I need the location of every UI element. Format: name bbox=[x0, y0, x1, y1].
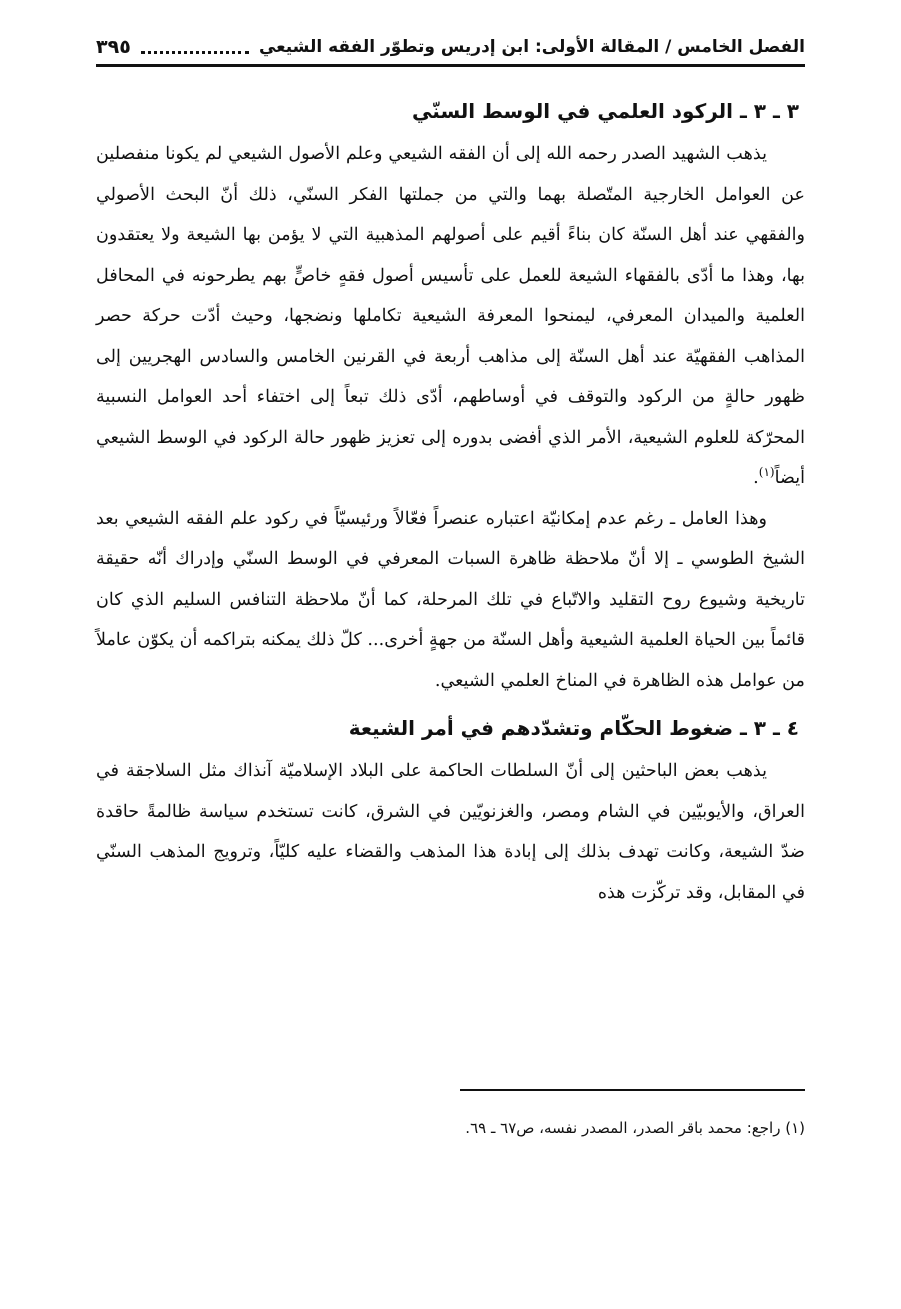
paragraph: وهذا العامل ـ رغم عدم إمكانيّة اعتباره عنصراً فعّالاً ورئيسيّاً في ركود علم الفقه الشيعي بعد الشيخ الطوسي ـ إلا أنّ ملاحظة ظاهرة السبات المعرفي في الوسط السنّي وإدراك أنّه حقيقة تاريخية وشيوع روح التقليد والاتّباع في تلك المرحلة، كما أنّ ملاحظة التنافس السليم الذي كان قائماً بين الحياة العلمية الشيعية وأهل السنّة من جهةٍ أخرى... كلّ ذلك يمكنه بتراكمه أن يكوّن عاملاً من عوامل هذه الظاهرة في المناخ العلمي الشيعي. bbox=[96, 508, 805, 691]
paragraph: يذهب بعض الباحثين إلى أنّ السلطات الحاكمة على البلاد الإسلاميّة آنذاك مثل السلاجقة في العراق، والأيوبيّين في الشام ومصر، والغزنويّين في الشرق، كانت تستخدم سياسة ظالمةً حاقدة ضدّ الشيعة، وكانت تهدف بذلك إلى إبادة هذا المذهب والقضاء عليه كليّاً، وترويج المذهب السنّي في المقابل، وقد تركّزت هذه bbox=[96, 761, 805, 903]
section-heading-stagnation: ٣ ـ ٣ ـ الركود العلمي في الوسط السنّي bbox=[412, 99, 799, 123]
footnote: (١) راجع: محمد باقر الصدر، المصدر نفسه، ص٦٧ ـ ٦٩. bbox=[465, 1119, 805, 1137]
running-header bbox=[96, 30, 805, 64]
leader-dots bbox=[141, 41, 249, 54]
running-title: الفصل الخامس / المقالة الأولى: ابن إدريس وتطوّر الفقه الشيعي bbox=[258, 37, 805, 57]
paragraph: يذهب الشهيد الصدر رحمه الله إلى أن الفقه الشيعي وعلم الأصول الشيعي لم يكونا منفصلين عن العوامل الخارجية المتّصلة بهما والتي من جملتها الفكر السنّي، ذلك أنّ البحث الأصولي والفقهي عند أهل السنّة كان بناءً أقيم على أصولهم المذهبية التي لا يؤمن بها الشيعة ولا يعتقدون بها، وهذا ما أدّى بالفقهاء الشيعة للعمل على تأسيس أصول فقهٍ خاصٍّ بهم يطرحونه في المحافل العلمية والميدان المعرفي، ليمنحوا المعرفة الشيعية تكاملها ونضجها، وحيث أدّت حركة حصر المذاهب الفقهيّة عند أهل السنّة إلى مذاهب أربعة في القرنين الخامس والسادس الهجريين إلى ظهور حالةٍ من الركود والتوقف في أوساطهم، أدّى ذلك تبعاً إلى اختفاء أحد العوامل النسبية المحرّكة للعلوم الشيعية، الأمر الذي أفضى بدوره إلى تعزيز ظهور حالة الركود في الوسط الشيعي أيضاً$^{(١)}$. bbox=[96, 144, 805, 488]
section-heading-rulers-pressure: ٤ ـ ٣ ـ ضغوط الحكّام وتشدّدهم في أمر الشيعة bbox=[348, 716, 799, 740]
header-rule bbox=[96, 64, 805, 67]
footnote-rule bbox=[460, 1089, 805, 1091]
page-number: ٣٩٥ bbox=[96, 36, 131, 58]
footnote-marker: (١) bbox=[758, 465, 775, 480]
page-body bbox=[96, 84, 805, 913]
